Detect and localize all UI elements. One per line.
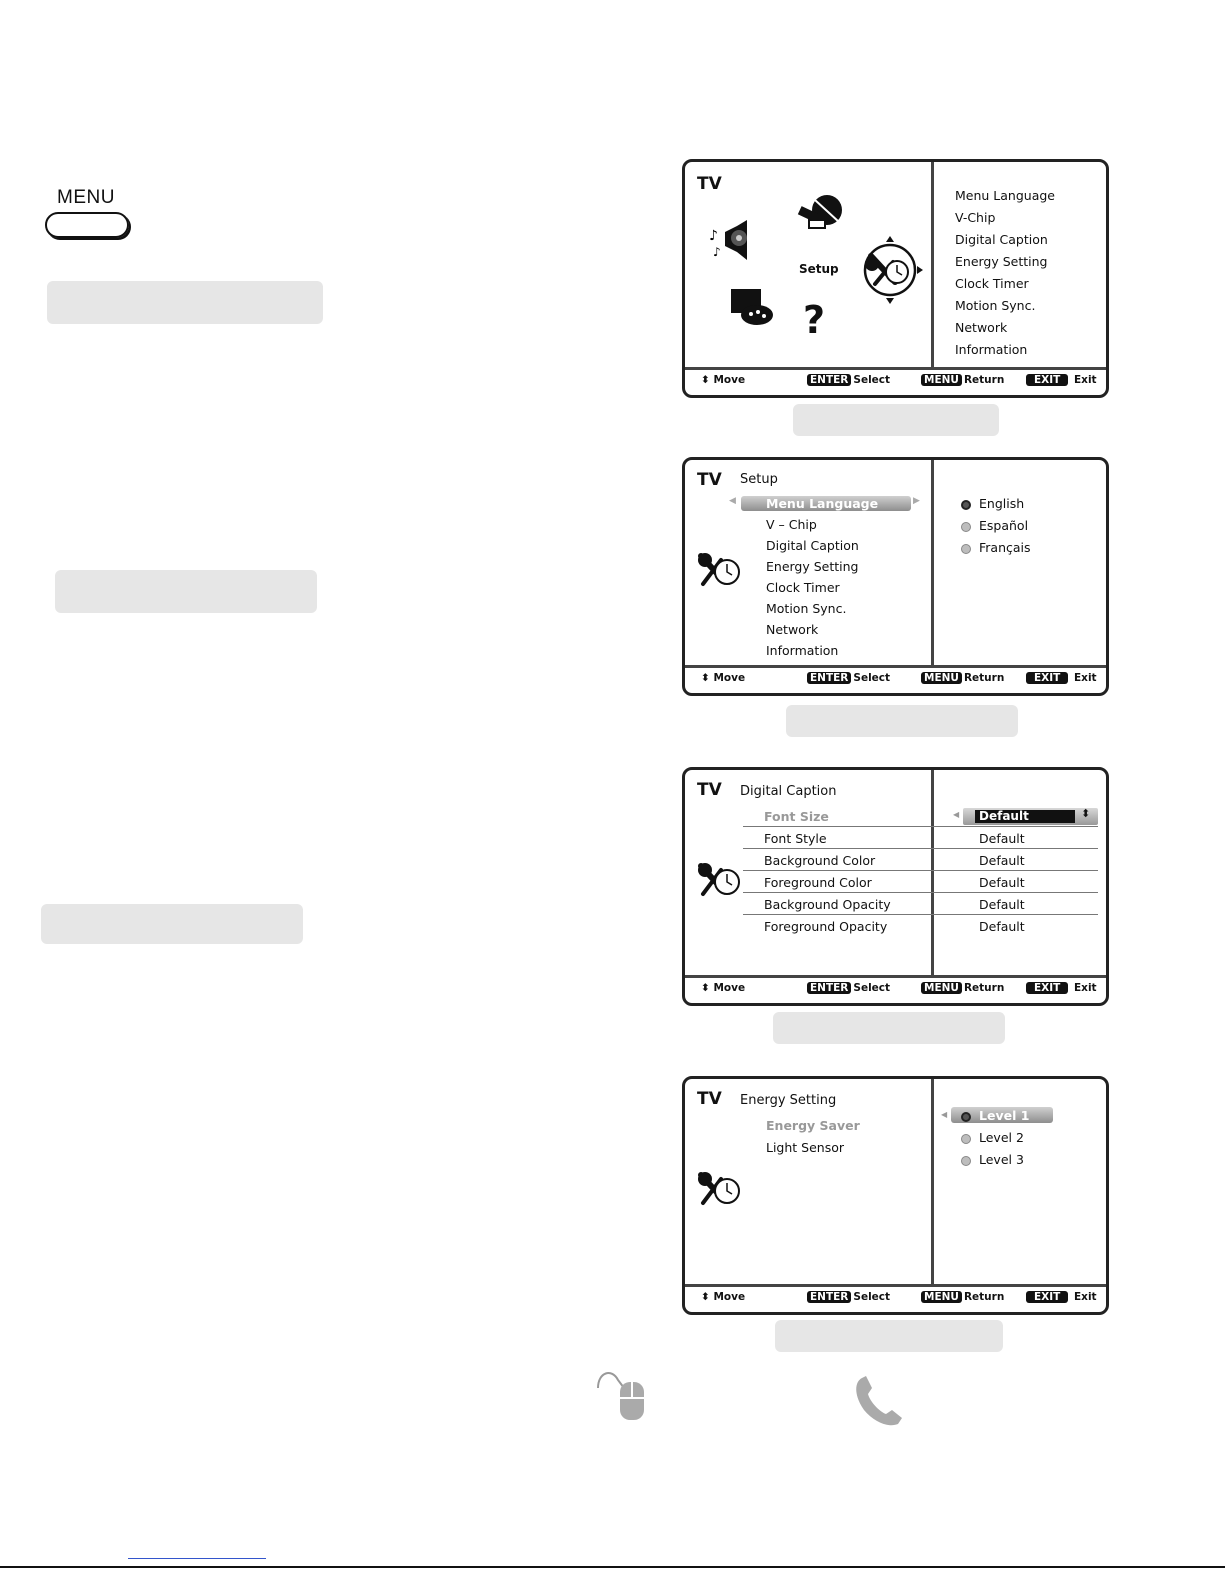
caption-row-label[interactable]: Background Color — [764, 853, 876, 868]
language-option[interactable]: Français — [961, 540, 1031, 555]
energy-menu-item[interactable]: Light Sensor — [766, 1140, 845, 1155]
tv-title: TV — [697, 174, 722, 194]
setup-menu-item-selected[interactable]: Menu Language — [766, 496, 879, 511]
screen-footer — [685, 368, 1106, 395]
caption-row-value: Default — [979, 897, 1025, 912]
tv-title: TV — [697, 1089, 722, 1109]
satellite-dish-icon[interactable] — [797, 192, 847, 234]
svg-text:♪: ♪ — [713, 245, 721, 259]
right-arrow-icon: ▶ — [913, 496, 920, 506]
main-menu-item[interactable]: Network — [955, 320, 1008, 335]
main-menu-item[interactable]: Digital Caption — [955, 232, 1048, 247]
menu-button-label: MENU — [57, 187, 115, 208]
level-option-selected[interactable]: Level 1 — [961, 1108, 1029, 1123]
up-down-arrow-icon: ⬍ — [1081, 807, 1091, 820]
setup-tools-icon — [697, 548, 743, 590]
main-menu-item[interactable]: Information — [955, 342, 1028, 357]
screen-title: Setup — [740, 472, 778, 487]
step-label-bar-2 — [55, 570, 317, 613]
move-hint: ⬍ Move — [701, 672, 746, 684]
caption-row-value: Default — [979, 875, 1025, 890]
page-bottom-rule — [0, 1566, 1225, 1568]
setup-tools-icon — [697, 858, 743, 900]
link-underline — [128, 1558, 266, 1559]
caption-row-value: Default — [979, 919, 1025, 934]
return-hint: MENU Return — [921, 982, 1004, 994]
setup-menu-item[interactable]: Information — [766, 643, 839, 658]
exit-hint: EXIT Exit — [1026, 672, 1097, 684]
language-option[interactable]: Español — [961, 518, 1028, 533]
radio-icon — [961, 544, 971, 554]
tv-screen-setup — [682, 457, 1109, 696]
setup-tools-icon — [697, 1167, 743, 1209]
return-hint: MENU Return — [921, 672, 1004, 684]
picture-palette-icon[interactable] — [729, 287, 777, 329]
radio-selected-icon — [961, 500, 971, 510]
screen-title: Digital Caption — [740, 784, 837, 799]
return-hint: MENU Return — [921, 374, 1004, 386]
language-option[interactable]: English — [961, 496, 1024, 511]
up-down-arrow-icon: ⬍ — [701, 982, 710, 994]
left-arrow-icon: ◀ — [941, 1110, 948, 1119]
move-hint: ⬍ Move — [701, 1291, 746, 1303]
up-down-arrow-icon: ⬍ — [701, 374, 710, 386]
radio-icon — [961, 522, 971, 532]
screen-footer — [685, 666, 1106, 693]
tv-screen-energy-setting — [682, 1076, 1109, 1315]
setup-tools-icon[interactable] — [855, 234, 925, 306]
tv-screen-digital-caption — [682, 767, 1109, 1006]
radio-selected-icon — [961, 1112, 971, 1122]
screen-title: Energy Setting — [740, 1093, 837, 1108]
caption-bar-3 — [773, 1012, 1005, 1044]
help-question-icon[interactable]: ? — [803, 298, 826, 342]
mouse-icon — [594, 1366, 648, 1424]
energy-menu-item-selected[interactable]: Energy Saver — [766, 1118, 860, 1133]
move-hint: ⬍ Move — [701, 374, 746, 386]
caption-bar-4 — [775, 1320, 1003, 1352]
font-size-selector[interactable]: Default ⬍ — [963, 808, 1098, 825]
exit-hint: EXIT Exit — [1026, 374, 1097, 386]
select-hint: ENTER Select — [807, 982, 890, 994]
phone-icon — [852, 1374, 906, 1428]
setup-menu-item[interactable]: Energy Setting — [766, 559, 859, 574]
main-menu-item[interactable]: Clock Timer — [955, 276, 1029, 291]
select-hint: ENTER Select — [807, 374, 890, 386]
return-hint: MENU Return — [921, 1291, 1004, 1303]
caption-row-label[interactable]: Background Opacity — [764, 897, 891, 912]
setup-menu-item[interactable]: Network — [766, 622, 819, 637]
caption-row-value: Default — [979, 853, 1025, 868]
svg-text:♪: ♪ — [709, 228, 718, 244]
tv-title: TV — [697, 470, 722, 490]
main-menu-item[interactable]: Energy Setting — [955, 254, 1048, 269]
select-hint: ENTER Select — [807, 672, 890, 684]
caption-row-label-selected[interactable]: Font Size — [764, 809, 829, 824]
caption-row-label[interactable]: Foreground Opacity — [764, 919, 888, 934]
caption-row-label[interactable]: Font Style — [764, 831, 827, 846]
caption-row-label[interactable]: Foreground Color — [764, 875, 872, 890]
screen-footer — [685, 976, 1106, 1003]
tv-title: TV — [697, 780, 722, 800]
radio-icon — [961, 1134, 971, 1144]
left-arrow-icon: ◀ — [953, 810, 960, 819]
main-menu-item[interactable]: Motion Sync. — [955, 298, 1036, 313]
setup-menu-item[interactable]: Digital Caption — [766, 538, 859, 553]
level-option[interactable]: Level 2 — [961, 1130, 1024, 1145]
tv-screen-main-menu — [682, 159, 1109, 398]
setup-menu-item[interactable]: V – Chip — [766, 517, 817, 532]
setup-icon-label: Setup — [799, 262, 839, 276]
screen-footer — [685, 1285, 1106, 1312]
caption-row-value: Default — [979, 831, 1025, 846]
level-option[interactable]: Level 3 — [961, 1152, 1024, 1167]
left-arrow-icon: ◀ — [729, 496, 736, 506]
select-hint: ENTER Select — [807, 1291, 890, 1303]
up-down-arrow-icon: ⬍ — [701, 672, 710, 684]
main-menu-item[interactable]: Menu Language — [955, 188, 1055, 203]
caption-bar-1 — [793, 404, 999, 436]
exit-hint: EXIT Exit — [1026, 1291, 1097, 1303]
menu-button-icon — [45, 212, 129, 238]
exit-hint: EXIT Exit — [1026, 982, 1097, 994]
step-label-bar-3 — [41, 904, 303, 944]
main-menu-item[interactable]: V-Chip — [955, 210, 996, 225]
step-label-bar-1 — [47, 281, 323, 324]
move-hint: ⬍ Move — [701, 982, 746, 994]
radio-icon — [961, 1156, 971, 1166]
caption-bar-2 — [786, 705, 1018, 737]
speaker-icon[interactable] — [709, 218, 759, 262]
setup-menu-item[interactable]: Clock Timer — [766, 580, 840, 595]
up-down-arrow-icon: ⬍ — [701, 1291, 710, 1303]
setup-menu-item[interactable]: Motion Sync. — [766, 601, 847, 616]
